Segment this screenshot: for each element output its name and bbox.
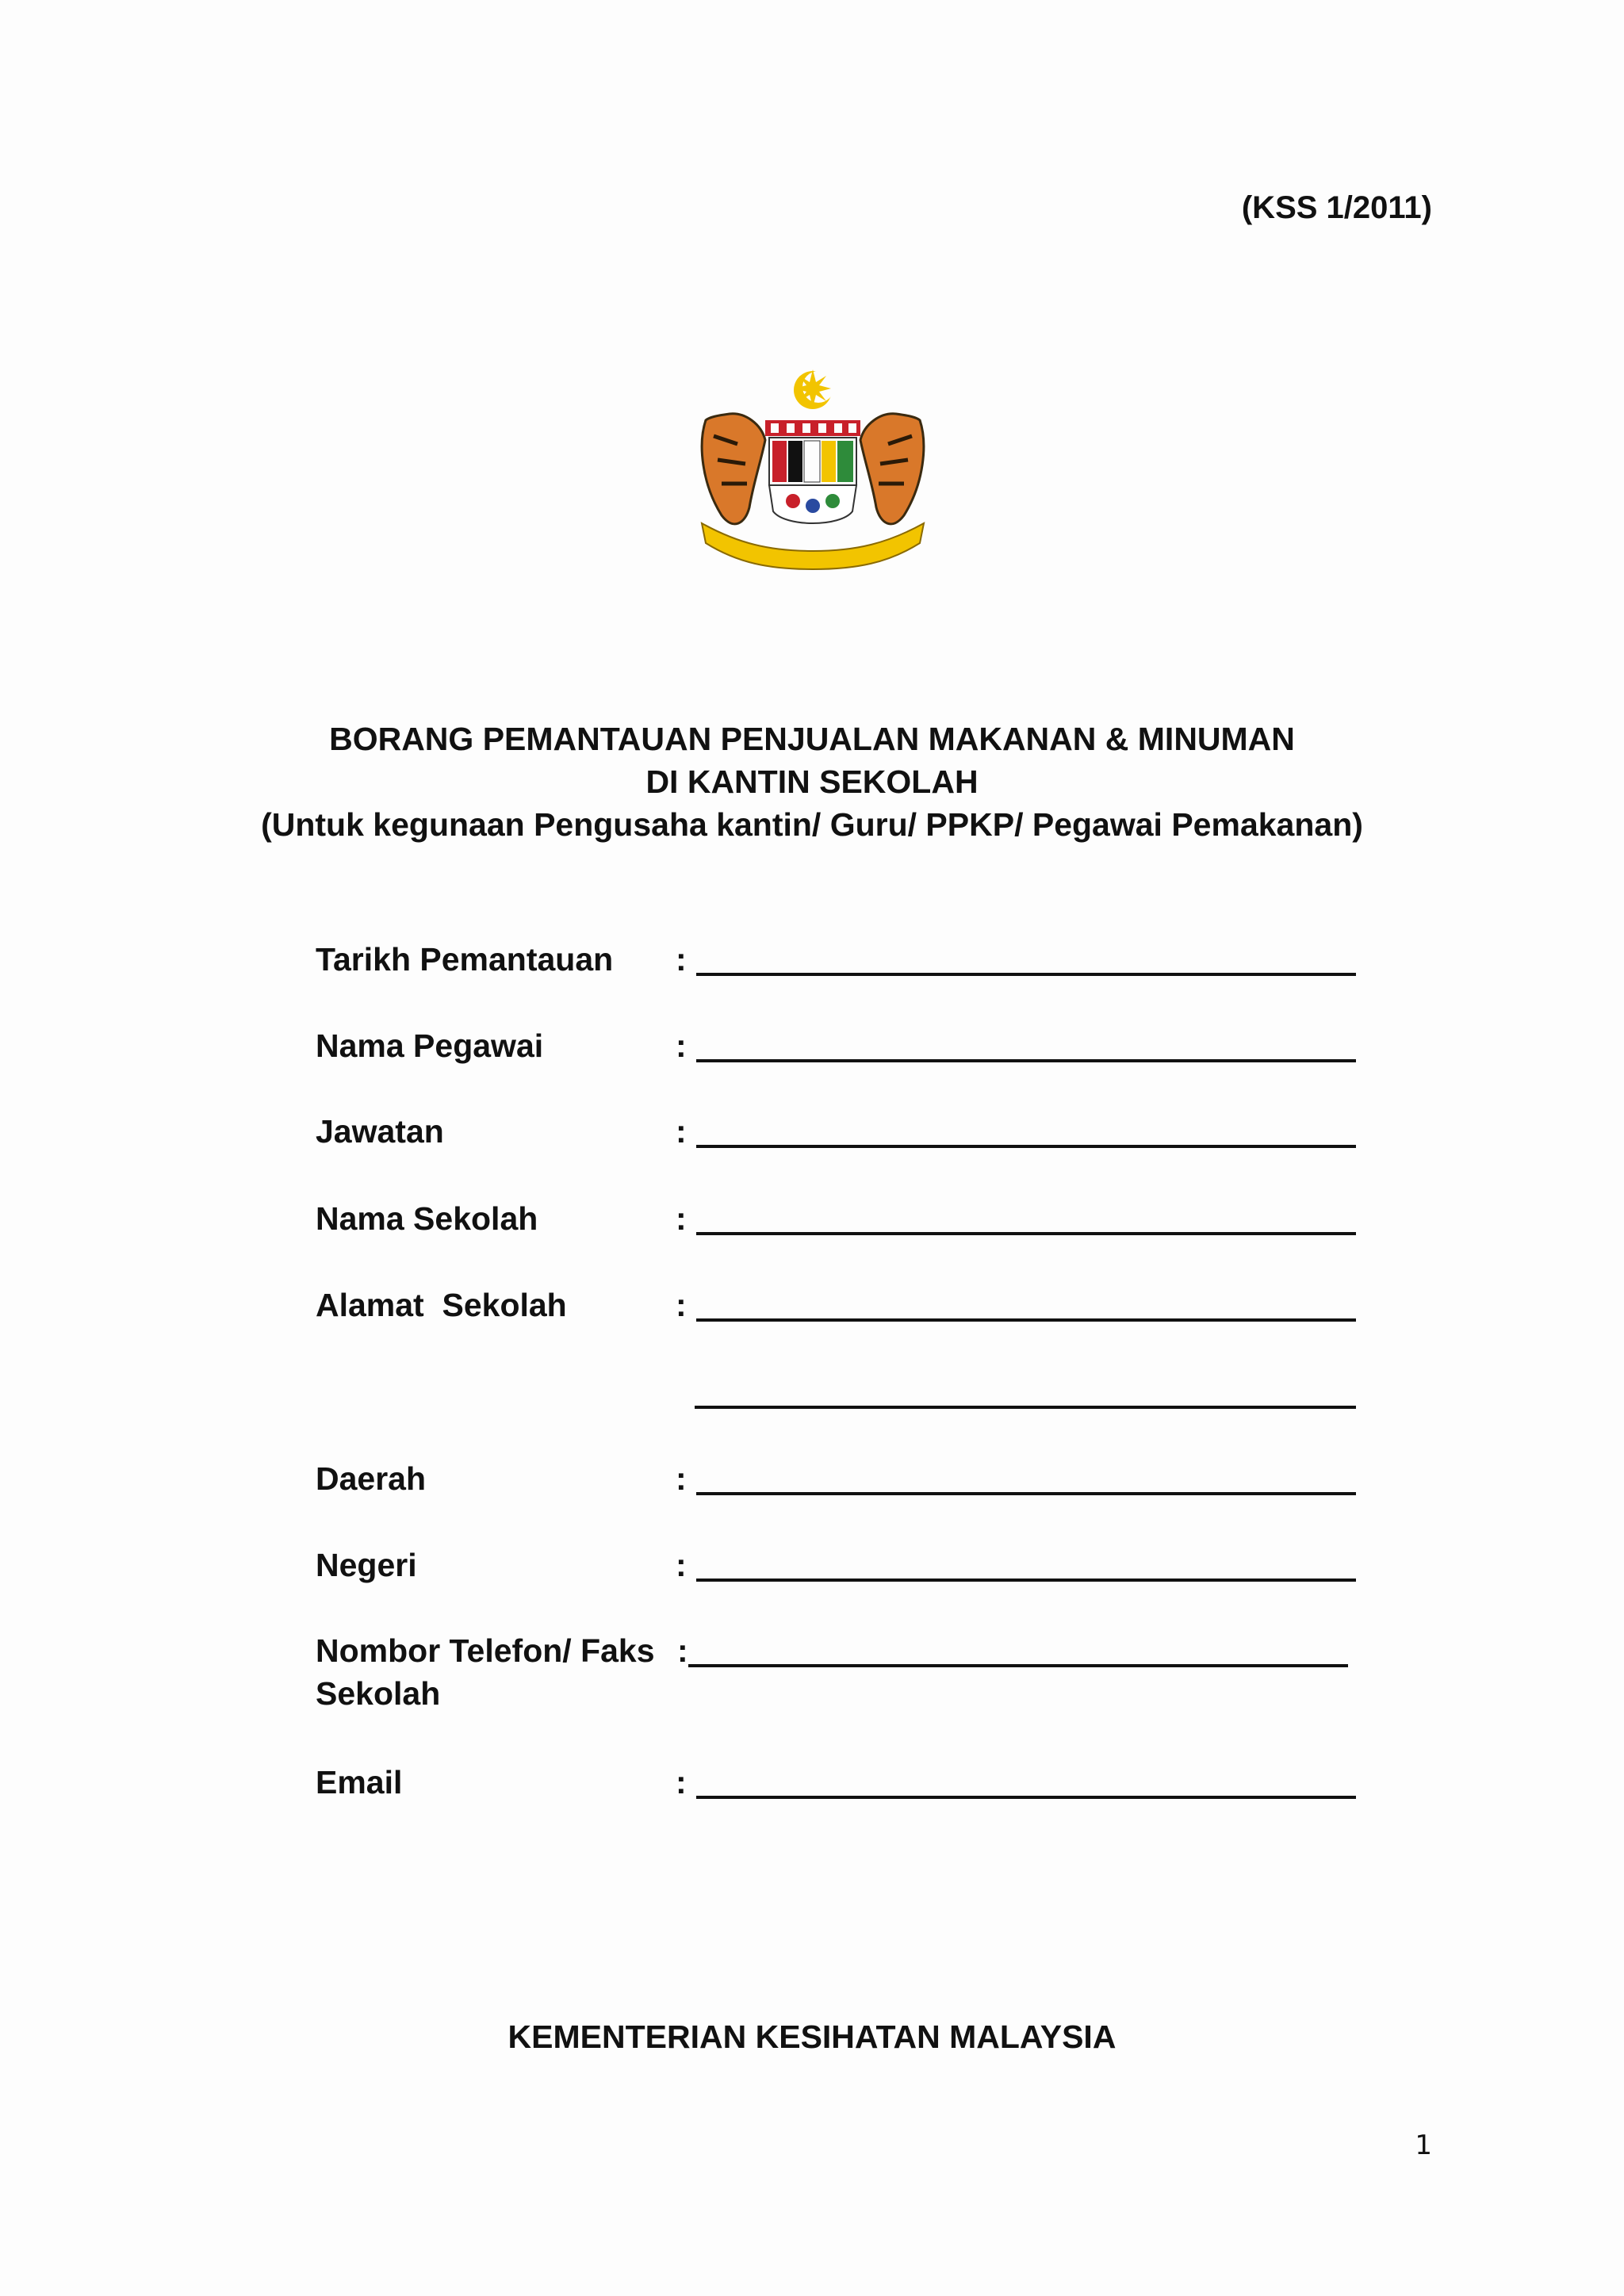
daerah-input-line[interactable] [696, 1492, 1356, 1495]
alamat-input-line[interactable] [696, 1318, 1356, 1322]
nama-pegawai-input-line[interactable] [696, 1059, 1356, 1062]
field-colon: : [676, 1764, 687, 1800]
email-input-line[interactable] [696, 1796, 1356, 1799]
field-colon: : [676, 1113, 687, 1150]
field-colon: : [677, 1632, 688, 1669]
negeri-input-line[interactable] [696, 1578, 1356, 1582]
page-number: 1 [1415, 2130, 1432, 2161]
field-label-line-1: Nombor Telefon/ Faks [316, 1632, 655, 1669]
tarikh-input-line[interactable] [696, 973, 1356, 976]
title-line-1: BORANG PEMANTAUAN PENJUALAN MAKANAN & MINUMAN [329, 721, 1295, 757]
title-line-2: DI KANTIN SEKOLAH [645, 763, 979, 800]
form-title [0, 718, 1624, 846]
coat-of-arms-icon [690, 365, 936, 571]
field-label: Daerah [316, 1460, 427, 1497]
field-label: Negeri [316, 1547, 417, 1583]
field-colon: : [676, 1287, 687, 1323]
ministry-name: KEMENTERIAN KESIHATAN MALAYSIA [508, 2019, 1116, 2055]
jawatan-input-line[interactable] [696, 1145, 1356, 1148]
field-colon: : [676, 1027, 687, 1064]
field-label: Nama Pegawai [316, 1027, 544, 1064]
field-colon: : [676, 1547, 687, 1583]
field-label-line-2: Sekolah [316, 1675, 441, 1712]
field-label: Nama Sekolah [316, 1200, 538, 1237]
nama-sekolah-input-line[interactable] [696, 1232, 1356, 1235]
field-label: Tarikh Pemantauan [316, 941, 614, 978]
field-label: Alamat Sekolah [316, 1287, 567, 1323]
telefon-input-line[interactable] [688, 1664, 1348, 1667]
alamat-input-line-2[interactable] [695, 1406, 1356, 1409]
field-label [316, 1629, 680, 1715]
field-colon: : [676, 1460, 687, 1497]
field-label: Jawatan [316, 1113, 444, 1150]
field-label: Email [316, 1764, 403, 1800]
field-colon: : [676, 1200, 687, 1237]
form-code: (KSS 1/2011) [1241, 190, 1432, 225]
title-line-3: (Untuk kegunaan Pengusaha kantin/ Guru/ PPKP/ Pegawai Pemakanan) [261, 806, 1363, 843]
field-colon: : [676, 941, 687, 978]
